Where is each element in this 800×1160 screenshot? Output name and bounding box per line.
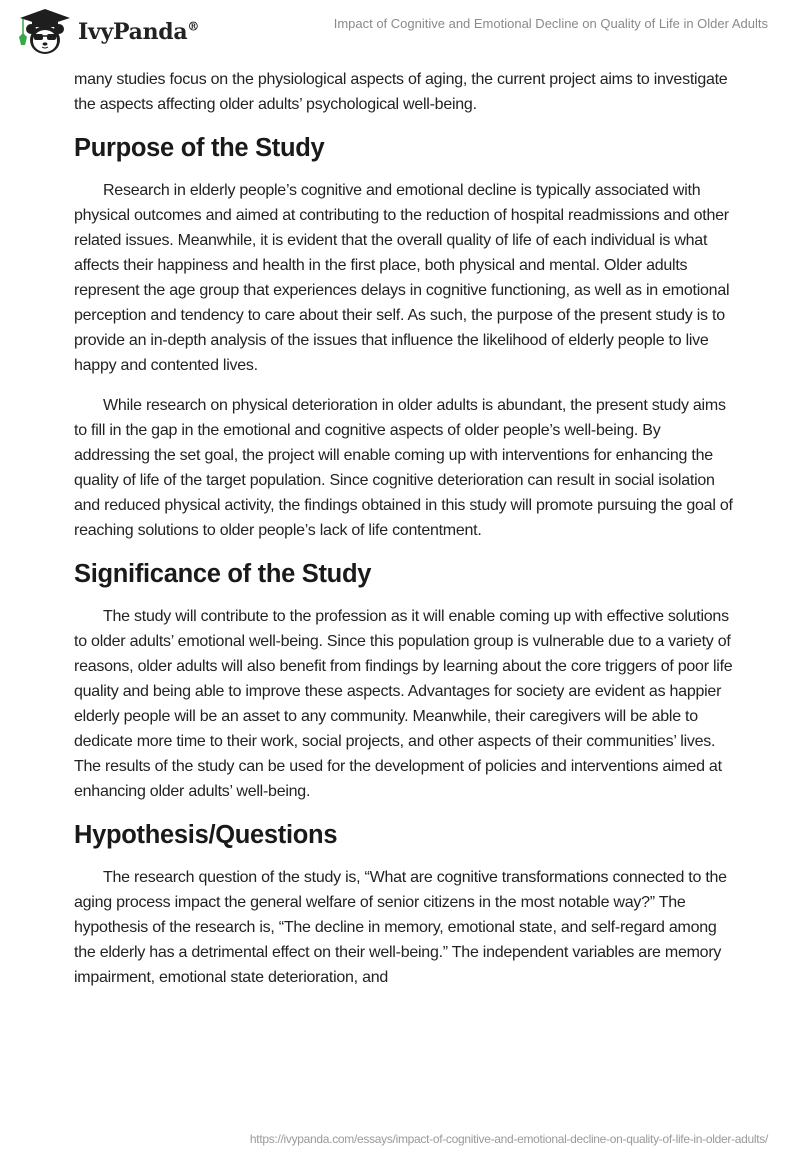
logo-wordmark: IvyPanda® — [78, 19, 200, 45]
purpose-paragraph-2: While research on physical deterioration in older adults is abundant, the present study aims to fill in the gap in the emotional and cognitive aspects of older people’s well-being. By addressing the set goal, the project will enable coming up with interventions for enhancing the quality of life of the target population. Since cognitive deterioration can result in social isolation and reduced physical activity, the findings obtained in this study will promote pursuing the goal of reaching solutions to older people’s lack of life contentment. — [74, 397, 733, 539]
section-heading-purpose: Purpose of the Study — [74, 134, 325, 162]
essay-body — [74, 67, 734, 1005]
source-url[interactable]: https://ivypanda.com/essays/impact-of-cognitive-and-emotional-decline-on-quality-of-life-in-older-adults/ — [249, 1132, 768, 1146]
ivypanda-logo[interactable] — [14, 7, 199, 57]
panda-graduation-cap-icon — [14, 7, 76, 57]
significance-paragraph-1: The study will contribute to the profession as it will enable coming up with effective solutions to older adults’ emotional well-being. Since this population group is vulnerable due to a variety of reasons, older adults will also benefit from findings by learning about the core triggers of poor life quality and being able to improve these aspects. Advantages for society are evident as happier elderly people will be an asset to any community. Meanwhile, their caregivers will be able to dedicate more time to their work, social projects, and other aspects of their communities’ lives. The results of the study can be used for the development of policies and interventions aimed at enhancing older adults’ well-being. — [74, 608, 733, 800]
section-heading-hypothesis: Hypothesis/Questions — [74, 821, 338, 849]
document-title: Impact of Cognitive and Emotional Decline on Quality of Life in Older Adults — [333, 16, 768, 31]
intro-paragraph: many studies focus on the physiological aspects of aging, the current project aims to investigate the aspects affecting older adults’ psychological well-being. — [74, 71, 728, 113]
purpose-paragraph-1: Research in elderly people’s cognitive and emotional decline is typically associated with physical outcomes and aimed at contributing to the reduction of hospital readmissions and other related issues. Meanwhile, it is evident that the overall quality of life of each individual is what affects their happiness and health in the first place, both physical and mental. Older adults represent the age group that experiences delays in cognitive functioning, as well as in emotional perception and tendency to care about their self. As such, the purpose of the present study is to provide an in-depth analysis of the issues that influence the likelihood of elderly people to live happy and contented lives. — [74, 182, 730, 374]
section-heading-significance: Significance of the Study — [74, 560, 372, 588]
page-header — [0, 0, 800, 60]
hypothesis-paragraph-1: The research question of the study is, “What are cognitive transformations connected to the aging process impact the general welfare of senior citizens in the most notable way?” The hypothesis of the research is, “The decline in memory, emotional state, and self-regard among the elderly has a detrimental effect on their well-being.” The independent variables are memory impairment, emotional state deterioration, and — [74, 869, 727, 986]
